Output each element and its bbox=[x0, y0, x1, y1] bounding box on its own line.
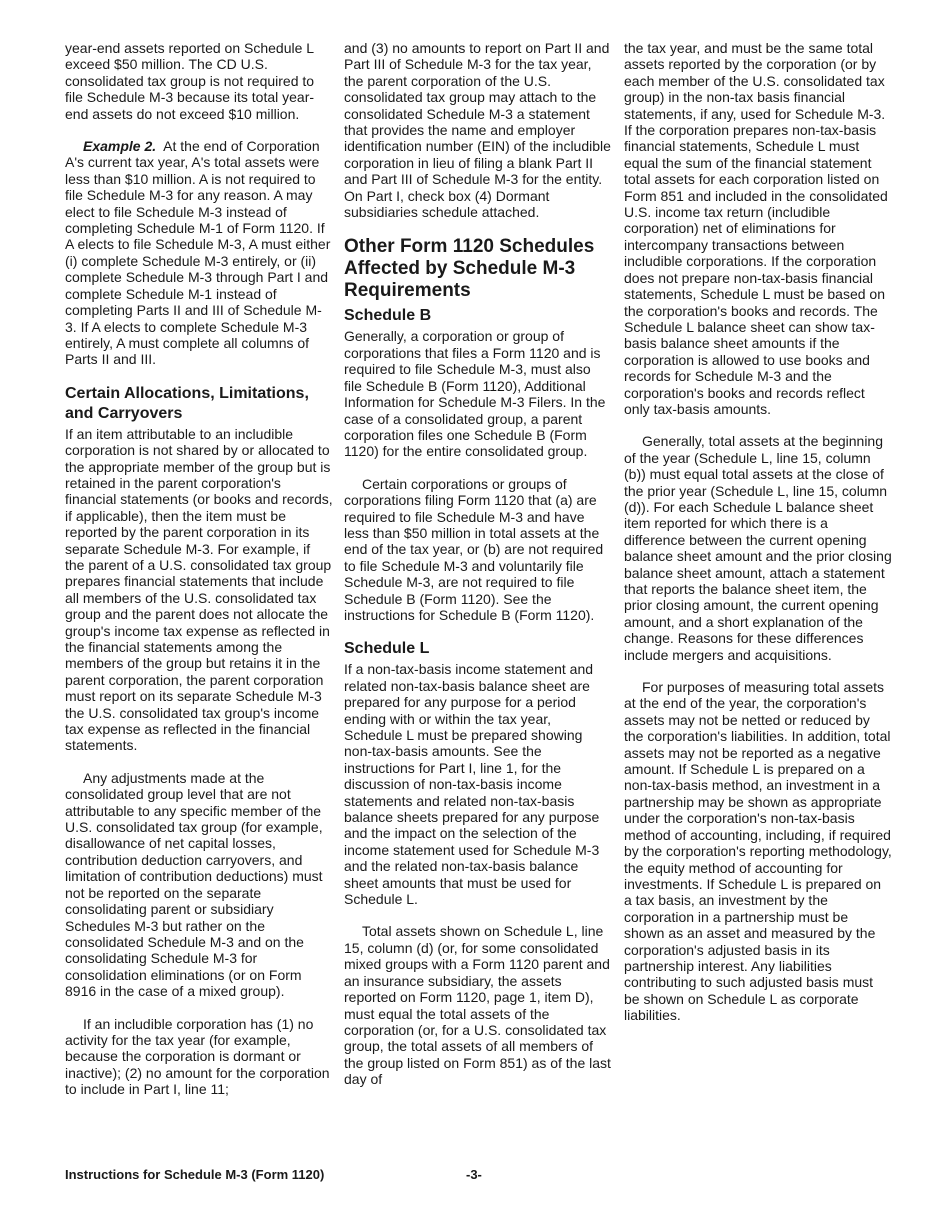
paragraph-example-2 bbox=[65, 138, 333, 368]
paragraph-schedule-b-general: Generally, a corporation or group of corporations that files a Form 1120 and is required to file Schedule M-3, must also file Schedule B (Form 1120), Additional Information for Schedule M-3 Filers. In the case of a consolidated group, a parent corporation files one Schedule B (Form 1120) for the entire consolidated group. bbox=[344, 328, 606, 460]
paragraph-total-assets: Total assets shown on Schedule L, line 15, column (d) (or, for some consolidated mixed groups with a Form 1120 parent and an insurance subsidiary, the assets reported on Form 1120, page 1, item D), must equal the total assets of the corporation (or, for a U.S. consolidated tax group, the total assets of all members of the group listed on Form 851) as of the last day of bbox=[344, 923, 611, 1088]
paragraph-year-end-assets: year-end assets reported on Schedule L exceed $50 million. The CD U.S. consolidated tax group is not required to file Schedule M-3 because its total year-end assets do not exceed $10 million. bbox=[65, 40, 315, 122]
example-2-label: Example 2. bbox=[83, 138, 157, 155]
column-right bbox=[624, 40, 892, 1040]
footer-title: Instructions for Schedule M-3 (Form 1120) bbox=[65, 1167, 325, 1182]
column-middle bbox=[344, 40, 612, 1104]
paragraph-tax-year-assets: the tax year, and must be the same total assets reported by the corporation (or by each member of the U.S. consolidated tax group) in the non-tax basis financial statements, if any, used for Schedule M-3. If the corporation prepares non-tax-basis financial statements, Schedule L must equal the sum of the financial statement total assets for each corporation listed on Form 851 and included in the consolidated U.S. income tax return (includible corporation) net of eliminations for intercompany transactions between includible corporations. If the corporation does not prepare non-tax-basis financial statements, Schedule L must be based on the corporation's books and records. The Schedule L balance sheet can show tax-basis balance sheet amounts if the corporation is allowed to use books and records for Schedule M-3 and the corporation's books and records reflect only tax-basis amounts. bbox=[624, 40, 888, 417]
paragraph-dormant-statement: and (3) no amounts to report on Part II and Part III of Schedule M-3 for the tax year, the parent corporation of the U.S. consolidated tax group may attach to the consolidated Schedule M-3 a statement that provides the name and employer identification number (EIN) of the includible corporation in lieu of filing a blank Part II and Part III of Schedule M-3 for the entity. On Part I, check box (4) Dormant subsidiaries schedule attached. bbox=[344, 40, 611, 221]
column-left bbox=[65, 40, 333, 1114]
paragraph-beginning-assets: Generally, total assets at the beginning of the year (Schedule L, line 15, column (b)) must equal total assets at the close of the prior year (Schedule L, line 15, column (d)). For each Schedule L balance sheet item reported for which there is a difference between the current opening balance sheet amount and the prior closing balance sheet amount, attach a statement that reports the balance sheet item, the prior closing amount, the current opening amount, and a short explanation of the change. Reasons for these differences include mergers and acquisitions. bbox=[624, 433, 892, 663]
heading-other-form-1120-schedules: Other Form 1120 Schedules Affected by Schedule M-3 Requirements bbox=[344, 236, 595, 302]
paragraph-includible-no-activity: If an includible corporation has (1) no activity for the tax year (for example, because the corporation is dormant or inactive); (2) no amount for the corporation to include in Part I, line 11; bbox=[65, 1015, 330, 1098]
paragraph-schedule-l-non-tax-basis: If a non-tax-basis income statement and related non-tax-basis balance sheet are prepared for any purpose for a period ending with or within the tax year, Schedule L must be prepared showing non-tax-basis amounts. See the instructions for Part I, line 1, for the discussion of non-tax-basis income statements and related non-tax-basis balance sheets prepared for any purpose and the impact on the selection of the income statement used for Schedule M-3 and the related non-tax-basis balance sheet amounts that must be used for Schedule L. bbox=[344, 661, 600, 908]
example-2-text: At the end of Corporation A's current tax year, A's total assets were less than $10 million. A is not required to file Schedule M-3 for any reason. A may elect to file Schedule M-3 instead of completing Schedule M-1 of Form 1120. If A elects to file Schedule M-3, A must either (i) complete Schedule M-3 entirely, or (ii) complete Schedule M-3 through Part I and complete Schedule M-1 instead of completing Parts II and III of Schedule M-3. If A elects to complete Schedule M-3 entirely, A must complete all columns of Parts II and III. bbox=[65, 138, 331, 368]
heading-schedule-l: Schedule L bbox=[344, 640, 430, 658]
paragraph-allocations: If an item attributable to an includible corporation is not shared by or allocated to the appropriate member of the group but is retained in the parent corporation's financial statements (or books and records, if applicable), then the item must be reported by the parent corporation in its separate Schedule M-3. For example, if the parent of a U.S. consolidated tax group prepares financial statements that include all members of the U.S. consolidated tax group and the parent does not allocate the group's income tax expense as reflected in the financial statements among the members of the group but retains it in the parent corporation, the parent corporation must report on its separate Schedule M-3 the U.S. consolidated tax group's income tax expense as reflected in the financial statements. bbox=[65, 425, 333, 754]
heading-schedule-b: Schedule B bbox=[344, 307, 432, 325]
paragraph-schedule-b-exceptions: Certain corporations or groups of corporations filing Form 1120 that (a) are required to file Schedule M-3 and have less than $50 million in total assets at the end of the tax year, or (b) are not required to file Schedule M-3 and voluntarily file Schedule M-3, are not required to file Schedule B (Form 1120). See the instructions for Schedule B (Form 1120). bbox=[344, 475, 604, 623]
heading-certain-allocations: Certain Allocations, Limitations, and Carryovers bbox=[65, 384, 309, 422]
paragraph-measuring-assets: For purposes of measuring total assets at the end of the year, the corporation's assets may not be netted or reduced by the corporation's liabilities. In addition, total assets may not be reported as a negative amount. If Schedule L is prepared on a non-tax-basis method, an investment in a partnership may be shown as appropriate under the corporation's non-tax-basis method of accounting, including, if required by the corporation's reporting methodology, the equity method of accounting for investments. If Schedule L is prepared on a tax basis, an investment by the corporation in a partnership must be shown as an asset and measured by the corporation's adjusted basis in its partnership interest. Any liabilities contributing to such adjusted basis must be shown on Schedule L as corporate liabilities. bbox=[624, 679, 892, 1024]
page-number: -3- bbox=[466, 1167, 482, 1182]
paragraph-adjustments: Any adjustments made at the consolidated group level that are not attributable to any specific member of the U.S. consolidated tax group (for example, disallowance of net capital losses, contribution deduction carryovers, and limitation of contribution deductions) must not be reported on the separate consolidating parent or subsidiary Schedules M-3 but rather on the consolidated Schedule M-3 and on the consolidating Schedule M-3 for consolidation eliminations (or on Form 8916 in the case of a mixed group). bbox=[65, 769, 323, 1000]
